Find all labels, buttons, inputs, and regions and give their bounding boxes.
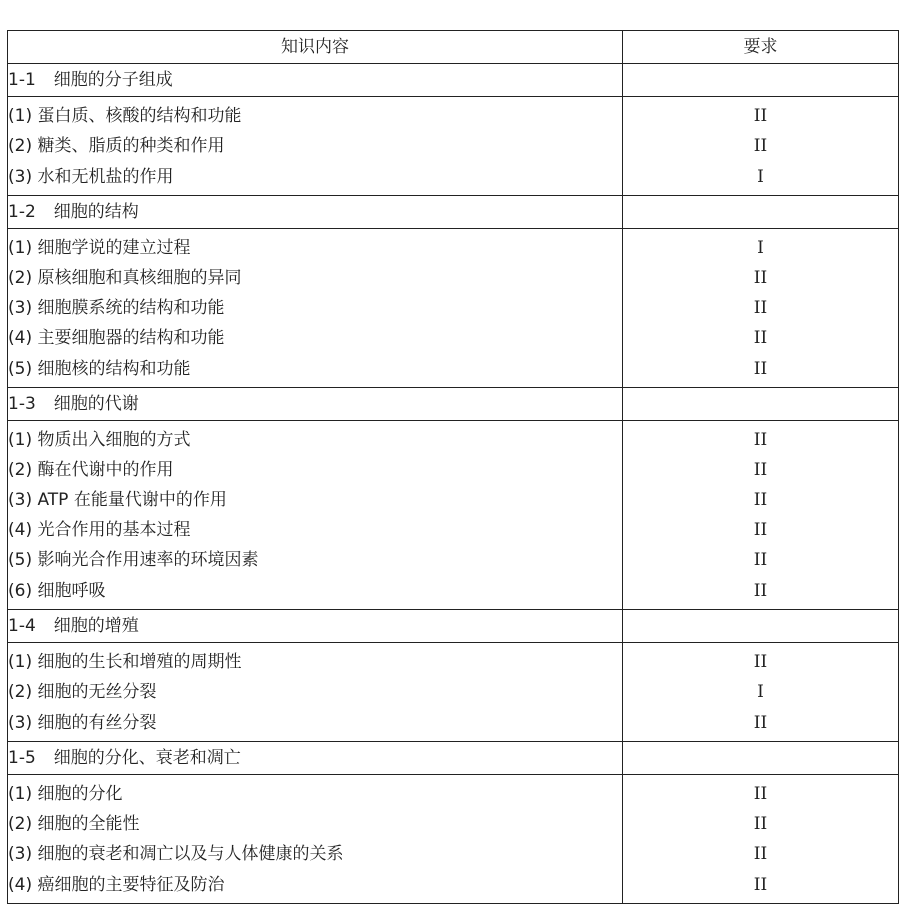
table-row [8, 839, 899, 869]
table-row [8, 229, 899, 264]
item-text: (4) 主要细胞器的结构和功能 [8, 323, 623, 353]
section-requirement-cell [623, 742, 899, 775]
table-row [8, 293, 899, 323]
item-text: (5) 影响光合作用速率的环境因素 [8, 545, 623, 575]
item-text: (1) 物质出入细胞的方式 [8, 421, 623, 456]
item-text: (2) 糖类、脂质的种类和作用 [8, 131, 623, 161]
section-row [8, 64, 899, 97]
table-row [8, 455, 899, 485]
section-code: 1-5 [8, 747, 36, 768]
item-level: II [623, 485, 899, 515]
item-text: (2) 细胞的全能性 [8, 809, 623, 839]
item-text: (2) 原核细胞和真核细胞的异同 [8, 263, 623, 293]
section-requirement-cell [623, 388, 899, 421]
table-row [8, 353, 899, 388]
item-level: II [623, 839, 899, 869]
item-text: (3) ATP 在能量代谢中的作用 [8, 485, 623, 515]
item-level: II [623, 775, 899, 810]
section-title: 细胞的分化、衰老和凋亡 [53, 747, 241, 768]
item-text: (1) 细胞的分化 [8, 775, 623, 810]
item-text: (1) 蛋白质、核酸的结构和功能 [8, 97, 623, 132]
section-heading [8, 610, 623, 643]
section-code: 1-2 [8, 201, 36, 222]
section-requirement-cell [623, 610, 899, 643]
requirements-table [7, 30, 899, 904]
header-requirement: 要求 [623, 31, 899, 64]
header-content: 知识内容 [8, 31, 623, 64]
table-row [8, 575, 899, 610]
table-row [8, 263, 899, 293]
section-row [8, 610, 899, 643]
section-heading [8, 388, 623, 421]
item-level: II [623, 515, 899, 545]
item-text: (5) 细胞核的结构和功能 [8, 353, 623, 388]
item-level: I [623, 161, 899, 196]
section-code: 1-1 [8, 69, 36, 90]
table-row [8, 161, 899, 196]
item-level: II [623, 707, 899, 742]
table-row [8, 775, 899, 810]
table-row [8, 131, 899, 161]
item-level: I [623, 677, 899, 707]
item-text: (2) 酶在代谢中的作用 [8, 455, 623, 485]
table-row [8, 869, 899, 904]
table-row [8, 485, 899, 515]
item-text: (3) 水和无机盐的作用 [8, 161, 623, 196]
item-level: II [623, 293, 899, 323]
section-title: 细胞的分子组成 [53, 69, 173, 90]
section-title: 细胞的代谢 [53, 393, 139, 414]
section-heading [8, 64, 623, 97]
table-row [8, 643, 899, 678]
item-text: (4) 光合作用的基本过程 [8, 515, 623, 545]
table-row [8, 97, 899, 132]
item-level: II [623, 131, 899, 161]
table-row [8, 707, 899, 742]
section-heading [8, 196, 623, 229]
table-row [8, 809, 899, 839]
section-requirement-cell [623, 64, 899, 97]
item-text: (1) 细胞学说的建立过程 [8, 229, 623, 264]
section-row [8, 196, 899, 229]
item-text: (1) 细胞的生长和增殖的周期性 [8, 643, 623, 678]
table-row [8, 323, 899, 353]
item-level: II [623, 643, 899, 678]
section-code: 1-3 [8, 393, 36, 414]
section-title: 细胞的增殖 [53, 615, 139, 636]
item-level: II [623, 263, 899, 293]
table-row [8, 515, 899, 545]
table-header-row [8, 31, 899, 64]
item-level: II [623, 97, 899, 132]
item-level: II [623, 421, 899, 456]
table-body [8, 64, 899, 904]
item-text: (3) 细胞的衰老和凋亡以及与人体健康的关系 [8, 839, 623, 869]
item-level: II [623, 545, 899, 575]
section-row [8, 388, 899, 421]
table-row [8, 421, 899, 456]
table-row [8, 545, 899, 575]
item-level: II [623, 323, 899, 353]
item-level: I [623, 229, 899, 264]
item-text: (2) 细胞的无丝分裂 [8, 677, 623, 707]
item-level: II [623, 869, 899, 904]
item-text: (6) 细胞呼吸 [8, 575, 623, 610]
table-row [8, 677, 899, 707]
item-text: (3) 细胞膜系统的结构和功能 [8, 293, 623, 323]
item-text: (3) 细胞的有丝分裂 [8, 707, 623, 742]
section-row [8, 742, 899, 775]
section-code: 1-4 [8, 615, 36, 636]
item-level: II [623, 455, 899, 485]
item-level: II [623, 809, 899, 839]
item-text: (4) 癌细胞的主要特征及防治 [8, 869, 623, 904]
item-level: II [623, 353, 899, 388]
section-requirement-cell [623, 196, 899, 229]
section-title: 细胞的结构 [53, 201, 139, 222]
section-heading [8, 742, 623, 775]
item-level: II [623, 575, 899, 610]
